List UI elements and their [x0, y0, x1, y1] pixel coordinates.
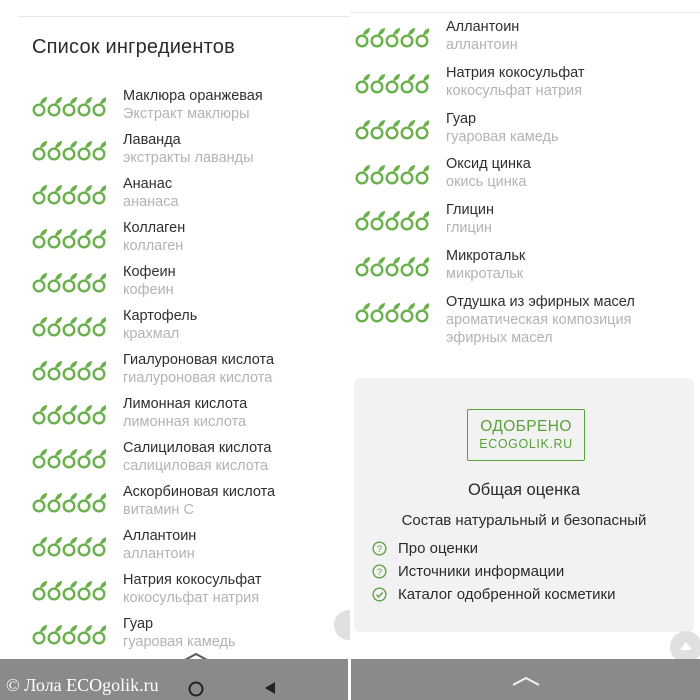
chevron-up-icon[interactable]	[511, 676, 541, 686]
leaf-rating-icon	[32, 227, 106, 249]
ingredient-alt-name: Экстракт маклюры	[123, 106, 250, 122]
leaf-icon	[372, 303, 385, 321]
leaf-icon	[64, 185, 77, 203]
catalog-link[interactable]	[372, 586, 615, 603]
leaf-icon	[94, 449, 106, 467]
leaf-icon	[402, 165, 415, 183]
leaf-icon	[372, 28, 385, 46]
home-icon[interactable]	[186, 679, 206, 699]
ingredient-alt-name: аллантоин	[446, 37, 518, 53]
leaf-icon	[64, 361, 77, 379]
leaf-icon	[387, 165, 400, 183]
ingredient-alt-name: микротальк	[446, 266, 524, 282]
back-icon[interactable]	[262, 680, 278, 696]
leaf-icon	[402, 74, 415, 92]
overall-score-card	[354, 378, 694, 632]
stamp-line1: ОДОБРЕНО	[480, 418, 572, 435]
leaf-rating-icon	[32, 139, 106, 161]
ingredient-row[interactable]	[32, 439, 350, 483]
leaf-icon	[387, 303, 400, 321]
ingredient-rating	[32, 535, 106, 557]
ingredient-alt-name: экстракты лаванды	[123, 150, 254, 166]
ingredient-rating	[32, 315, 106, 337]
leaf-icon	[79, 229, 92, 247]
leaf-icon	[49, 405, 62, 423]
ingredient-rating	[32, 359, 106, 381]
ingredient-alt-name: салициловая кислота	[123, 458, 269, 474]
leaf-icon	[49, 361, 62, 379]
leaf-icon	[49, 185, 62, 203]
leaf-icon	[402, 303, 415, 321]
leaf-rating-icon	[32, 535, 106, 557]
leaf-icon	[357, 28, 370, 46]
ingredient-row[interactable]	[32, 527, 350, 571]
leaf-icon	[49, 141, 62, 159]
ingredient-name: Картофель	[123, 308, 198, 324]
ingredient-name: Микротальк	[446, 248, 526, 264]
leaf-icon	[417, 28, 429, 46]
leaf-icon	[49, 625, 62, 643]
leaf-icon	[94, 537, 106, 555]
ingredient-alt-name: глицин	[446, 220, 492, 237]
about-ratings-link[interactable]	[372, 540, 478, 557]
leaf-icon	[94, 317, 106, 335]
ingredient-name: Натрия кокосульфат	[123, 572, 262, 588]
leaf-icon	[372, 165, 385, 183]
ingredient-row[interactable]	[32, 351, 350, 395]
leaf-icon	[94, 581, 106, 599]
leaf-icon	[417, 211, 429, 229]
leaf-icon	[357, 120, 370, 138]
ingredient-alt-name: крахмал	[123, 326, 180, 342]
ingredient-alt-name: аллантоин	[123, 546, 195, 562]
leaf-icon	[64, 273, 77, 291]
question-circle-icon	[372, 541, 387, 556]
link-label: Источники информации	[398, 563, 565, 580]
leaf-icon	[34, 317, 47, 335]
leaf-icon	[372, 74, 385, 92]
leaf-icon	[417, 120, 429, 138]
leaf-icon	[357, 211, 370, 229]
leaf-icon	[387, 211, 400, 229]
ingredient-name: Коллаген	[123, 220, 186, 236]
leaf-icon	[79, 317, 92, 335]
ingredient-name: Маклюра оранжевая	[123, 88, 263, 104]
leaf-icon	[34, 141, 47, 159]
leaf-icon	[94, 273, 106, 291]
leaf-rating-icon	[355, 301, 429, 323]
check-circle-icon	[372, 587, 387, 602]
leaf-icon	[387, 257, 400, 275]
divider	[348, 659, 351, 700]
ingredient-name: Ананас	[123, 176, 173, 192]
leaf-icon	[417, 165, 429, 183]
leaf-icon	[49, 229, 62, 247]
leaf-icon	[372, 257, 385, 275]
leaf-icon	[34, 537, 47, 555]
leaf-icon	[64, 625, 77, 643]
leaf-icon	[64, 317, 77, 335]
leaf-icon	[94, 229, 106, 247]
ingredient-row[interactable]	[355, 201, 700, 247]
leaf-rating-icon	[32, 491, 106, 513]
leaf-icon	[49, 273, 62, 291]
ingredient-row[interactable]	[32, 571, 350, 615]
ingredient-alt-name: гуаровая камедь	[446, 128, 559, 145]
ingredient-alt-name: гуаровая камедь	[123, 634, 236, 650]
page-title: Список ингредиентов	[32, 36, 235, 58]
ingredient-name: Лаванда	[123, 132, 181, 148]
ingredient-row[interactable]	[32, 87, 350, 131]
ingredient-row[interactable]	[32, 395, 350, 439]
ingredient-row[interactable]	[355, 293, 700, 346]
link-label: Каталог одобренной косметики	[398, 586, 616, 603]
leaf-icon	[34, 97, 47, 115]
leaf-icon	[94, 493, 106, 511]
ingredient-name: Аллантоин	[123, 528, 197, 544]
leaf-icon	[34, 449, 47, 467]
leaf-rating-icon	[32, 271, 106, 293]
ingredient-row[interactable]	[32, 219, 350, 263]
leaf-icon	[79, 625, 92, 643]
leaf-icon	[64, 229, 77, 247]
ingredient-rating	[32, 139, 106, 161]
leaf-icon	[402, 120, 415, 138]
leaf-icon	[402, 257, 415, 275]
leaf-rating-icon	[32, 183, 106, 205]
leaf-icon	[417, 74, 429, 92]
ingredient-rating	[32, 447, 106, 469]
leaf-icon	[357, 165, 370, 183]
ingredient-alt-name: лимонная кислота	[123, 414, 247, 430]
leaf-icon	[94, 625, 106, 643]
leaf-rating-icon	[355, 163, 429, 185]
ingredient-name: Гуар	[123, 616, 154, 632]
ingredient-name: Отдушка из эфирных масел	[446, 293, 635, 310]
leaf-rating-icon	[32, 95, 106, 117]
leaf-icon	[49, 317, 62, 335]
leaf-icon	[64, 405, 77, 423]
leaf-icon	[34, 361, 47, 379]
ingredient-row[interactable]	[32, 175, 350, 219]
top-divider	[350, 12, 700, 13]
ingredient-name: Натрия кокосульфат	[446, 64, 585, 81]
ingredient-name: Аллантоин	[446, 19, 520, 35]
leaf-icon	[372, 211, 385, 229]
leaf-icon	[357, 74, 370, 92]
ingredient-row[interactable]	[32, 483, 350, 527]
leaf-rating-icon	[355, 255, 429, 277]
score-title: Общая оценка	[467, 481, 581, 499]
svg-text:?: ?	[376, 566, 383, 577]
ingredient-alt-name: кокосульфат натрия	[446, 82, 583, 99]
leaf-icon	[402, 211, 415, 229]
ingredient-row[interactable]	[355, 110, 700, 156]
leaf-icon	[64, 97, 77, 115]
leaf-icon	[387, 74, 400, 92]
ingredient-name: Лимонная кислота	[123, 396, 248, 412]
leaf-icon	[64, 493, 77, 511]
ingredient-rating	[32, 227, 106, 249]
leaf-icon	[79, 537, 92, 555]
leaf-rating-icon	[355, 118, 429, 140]
leaf-icon	[357, 257, 370, 275]
leaf-icon	[34, 273, 47, 291]
leaf-rating-icon	[32, 315, 106, 337]
ingredient-row[interactable]	[32, 131, 350, 175]
ingredient-rating	[355, 209, 429, 231]
leaf-icon	[94, 141, 106, 159]
watermark: © Лола ECOgolik.ru	[6, 675, 159, 695]
leaf-icon	[49, 581, 62, 599]
leaf-icon	[387, 28, 400, 46]
ingredient-rating	[32, 623, 106, 645]
ingredient-rating	[32, 491, 106, 513]
leaf-icon	[79, 493, 92, 511]
leaf-icon	[417, 303, 429, 321]
ingredient-alt-name: кокосульфат натрия	[123, 590, 260, 606]
leaf-icon	[79, 97, 92, 115]
leaf-icon	[64, 449, 77, 467]
leaf-rating-icon	[355, 72, 429, 94]
leaf-icon	[79, 449, 92, 467]
leaf-icon	[34, 625, 47, 643]
stamp-line2: ECOGOLIK.RU	[479, 437, 573, 451]
leaf-icon	[79, 185, 92, 203]
ingredient-row[interactable]	[355, 18, 700, 64]
question-circle-icon	[372, 564, 387, 579]
ingredient-rating	[355, 118, 429, 140]
ingredient-rating	[355, 301, 429, 323]
ingredient-alt-name: ананаса	[123, 194, 179, 210]
leaf-rating-icon	[355, 26, 429, 48]
svg-text:?: ?	[376, 543, 383, 554]
ingredient-alt-name: кофеин	[123, 282, 174, 298]
leaf-rating-icon	[32, 359, 106, 381]
leaf-icon	[34, 493, 47, 511]
ingredient-name: Гиалуроновая кислота	[123, 352, 275, 368]
ingredient-name: Кофеин	[123, 264, 176, 280]
leaf-rating-icon	[32, 623, 106, 645]
leaf-icon	[34, 405, 47, 423]
leaf-rating-icon	[32, 403, 106, 425]
ingredient-alt-name: коллаген	[123, 238, 184, 254]
leaf-rating-icon	[32, 579, 106, 601]
leaf-icon	[64, 537, 77, 555]
ingredient-rating	[32, 579, 106, 601]
leaf-icon	[79, 273, 92, 291]
leaf-icon	[64, 141, 77, 159]
leaf-rating-icon	[32, 447, 106, 469]
ingredient-rating	[355, 26, 429, 48]
leaf-icon	[372, 120, 385, 138]
leaf-icon	[402, 28, 415, 46]
leaf-icon	[49, 449, 62, 467]
ingredient-rating	[32, 95, 106, 117]
ingredient-name: Глицин	[446, 202, 495, 219]
ingredient-name: Аскорбиновая кислота	[123, 484, 276, 500]
score-summary: Состав натуральный и безопасный	[401, 512, 647, 529]
ingredient-rating	[32, 183, 106, 205]
ingredient-row[interactable]	[32, 263, 350, 307]
top-divider	[18, 16, 350, 17]
ingredient-row[interactable]	[355, 64, 700, 110]
sources-link[interactable]	[372, 563, 564, 580]
leaf-icon	[79, 581, 92, 599]
ingredient-name: Салициловая кислота	[123, 440, 272, 456]
ingredient-row[interactable]	[355, 155, 700, 201]
ingredient-rating	[32, 271, 106, 293]
ingredient-alt-name: ароматическая композиция эфирных масел	[446, 311, 632, 346]
ingredient-name: Гуар	[446, 110, 477, 127]
ingredient-alt-name: гиалуроновая кислота	[123, 370, 273, 386]
leaf-icon	[79, 405, 92, 423]
ingredient-rating	[355, 72, 429, 94]
ingredient-alt-name: окись цинка	[446, 174, 527, 191]
leaf-icon	[34, 229, 47, 247]
leaf-icon	[64, 581, 77, 599]
leaf-icon	[94, 97, 106, 115]
leaf-icon	[357, 303, 370, 321]
ingredient-rating	[355, 255, 429, 277]
leaf-icon	[94, 185, 106, 203]
leaf-icon	[34, 581, 47, 599]
approved-stamp	[467, 409, 585, 461]
leaf-icon	[49, 493, 62, 511]
leaf-icon	[49, 97, 62, 115]
ingredient-name: Оксид цинка	[446, 156, 531, 173]
link-label: Про оценки	[398, 540, 478, 557]
leaf-icon	[79, 361, 92, 379]
leaf-icon	[49, 537, 62, 555]
system-navigation-bar	[0, 659, 700, 700]
leaf-rating-icon	[355, 209, 429, 231]
leaf-icon	[79, 141, 92, 159]
leaf-icon	[34, 185, 47, 203]
leaf-icon	[94, 361, 106, 379]
ingredient-rating	[355, 163, 429, 185]
ingredient-alt-name: витамин С	[123, 502, 194, 518]
leaf-icon	[417, 257, 429, 275]
leaf-icon	[94, 405, 106, 423]
ingredient-row[interactable]	[355, 247, 700, 293]
ingredient-row[interactable]	[32, 307, 350, 351]
leaf-icon	[387, 120, 400, 138]
ingredient-rating	[32, 403, 106, 425]
